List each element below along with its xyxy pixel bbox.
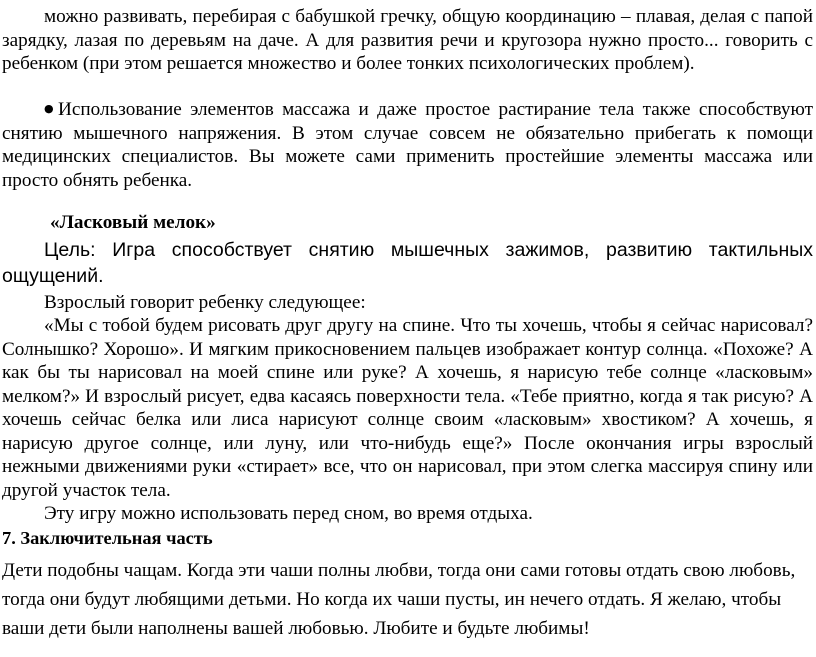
intro-paragraph: можно развивать, перебирая с бабушкой гречку, общую координацию – плавая, делая с папой зарядку, лазая по деревьям на даче. А для развития речи и кругозора нужно просто... говорить с ребенком (при этом решается множество и более тонких психологических проблем).	[2, 6, 813, 74]
massage-paragraph-text: Использование элементов массажа и даже простое растирание тела также способствуют снятию мышечного напряжения. В этом случае совсем не обязательно прибегать к помощи медицинских специалистов. Вы можете сами применить простейшие элементы массажа или просто обнять ребенка.	[2, 99, 813, 191]
adult-intro-paragraph: Взрослый говорит ребенку следующее:	[44, 292, 366, 313]
final-paragraph: Дети подобны чащам. Когда эти чаши полны любви, тогда они сами готовы отдать свою любовь, тогда они будут любящими детьми. Но когда их чаши пусты, ин нечего отдать. Я желаю, чтобы ваши дети были наполнены вашей любовью. Любите и будьте любимы!	[2, 560, 796, 639]
dialog-paragraph: «Мы с тобой будем рисовать друг другу на спине. Что ты хочешь, чтобы я сейчас нарисовал? Солнышко? Хорошо». И мягким прикосновением пальцев изображает контур солнца. «Похоже? А как бы ты нарисовал на моей спине или руке? А хочешь, я нарисую тебе солнце «ласковым» мелком?» И взрослый рисует, едва касаясь поверхности тела. «Тебе приятно, когда я так рисую? А хочешь сейчас белка или лиса нарисуют солнце своим «ласковым» хвостиком? А хочешь, я нарисую другое солнце, или луну, или что-нибудь еще?» После окончания игры взрослый нежными движениями руки «стирает» все, что он нарисовал, при этом слегка массируя спину или другой участок тела.	[2, 315, 813, 501]
game-goal: Цель: Игра способствует снятию мышечных зажимов, развитию тактильных ощущений.	[2, 239, 813, 287]
bullet-icon: ●	[44, 102, 54, 115]
section-heading: 7. Заключительная часть	[2, 528, 213, 548]
game-title: «Ласковый мелок»	[50, 212, 216, 233]
massage-bullet-item	[2, 97, 813, 192]
usage-paragraph: Эту игру можно использовать перед сном, во время отдыха.	[44, 503, 533, 524]
